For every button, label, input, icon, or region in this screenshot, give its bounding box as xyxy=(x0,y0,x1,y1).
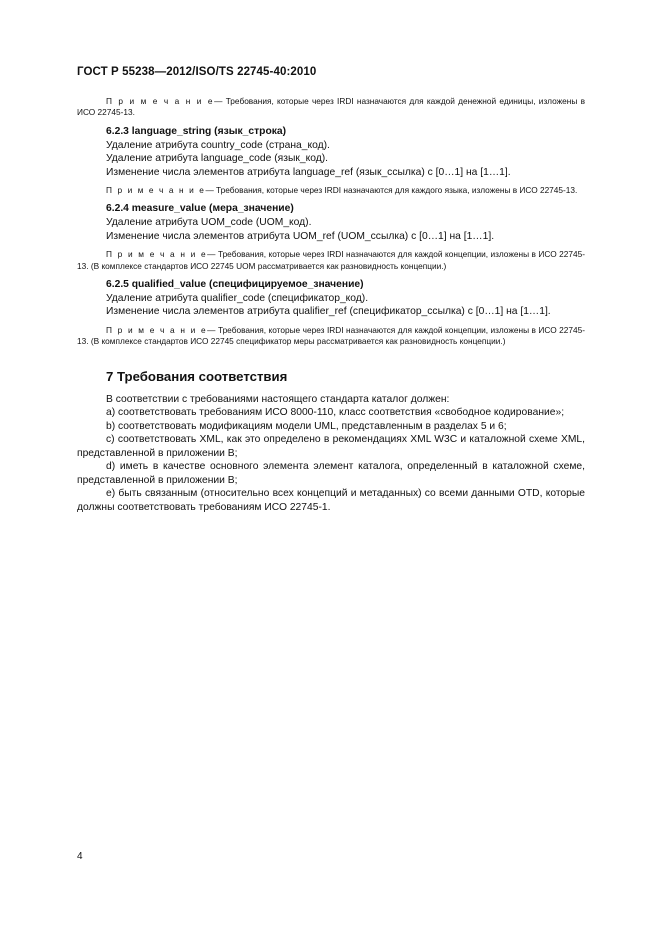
note xyxy=(77,185,585,196)
text-line: Удаление атрибута qualifier_code (спецификатор_код). xyxy=(106,292,369,304)
list-item: a) соответствовать требованиям ИСО 8000-110, класс соответствия «свободное кодирование»; xyxy=(106,407,565,419)
text-line: Удаление атрибута country_code (страна_код). xyxy=(106,139,330,151)
subsection-body xyxy=(77,292,585,319)
page-number: 4 xyxy=(77,851,83,862)
subsection-heading: 6.2.4 measure_value (мера_значение) xyxy=(106,203,294,215)
note-label: П р и м е ч а н и е xyxy=(106,96,215,106)
note-text: — Требования, которые через IRDI назначаются для каждого языка, изложены в ИСО 22745-13. xyxy=(205,185,578,196)
note xyxy=(77,325,585,348)
note-label: П р и м е ч а н и е xyxy=(106,249,208,260)
page-header: ГОСТ Р 55238—2012/ISO/TS 22745-40:2010 xyxy=(77,66,317,78)
text-line: Удаление атрибута UOM_code (UOM_код). xyxy=(106,217,312,229)
section-heading: 7 Требования соответствия xyxy=(106,368,288,384)
note xyxy=(77,96,585,119)
list-item: c) соответствовать XML, как это определено в рекомендациях XML W3C и каталожной схеме XML, представленной в приложении B; xyxy=(77,434,585,459)
note-label: П р и м е ч а н и е xyxy=(106,185,206,196)
text-line: Удаление атрибута language_code (язык_код). xyxy=(106,153,329,165)
text-line: Изменение числа элементов атрибута qualifier_ref (спецификатор_ссылка) с [0…1] на [1…1]. xyxy=(106,306,551,318)
note-text: — Требования, которые через IRDI назначаются для каждой концепции, изложены в ИСО 22745-13. (В комплексе стандартов ИСО 22745 спецификатор меры рассматривается как разновидность концепции.) xyxy=(77,324,585,347)
subsection-heading: 6.2.3 language_string (язык_строка) xyxy=(106,125,287,137)
text-line: Изменение числа элементов атрибута UOM_ref (UOM_ссылка) с [0…1] на [1…1]. xyxy=(106,230,495,242)
subsection-body xyxy=(77,216,585,243)
subsection-heading: 6.2.5 qualified_value (специфицируемое_значение) xyxy=(106,278,364,290)
list-item: b) соответствовать модификациям модели UML, представленным в разделах 5 и 6; xyxy=(106,420,507,432)
page-content xyxy=(77,96,585,514)
note xyxy=(77,249,585,272)
note-text: — Требования, которые через IRDI назначаются для каждой денежной единицы, изложены в ИСО 22745-13. xyxy=(77,96,585,118)
subsection-body xyxy=(77,139,585,180)
note-text: — Требования, которые через IRDI назначаются для каждой концепции, изложены в ИСО 22745-13. (В комплексе стандартов ИСО 22745 UOM рассматривается как разновидность концепции.) xyxy=(77,249,585,271)
section-intro: В соответствии с требованиями настоящего стандарта каталог должен: xyxy=(106,393,450,405)
list-item: d) иметь в качестве основного элемента элемент каталога, определенный в каталожной схеме, представленной в приложении B; xyxy=(77,461,585,486)
list-item: e) быть связанным (относительно всех концепций и метаданных) со всеми данными OTD, которые должны соответствовать требованиям ИСО 22745-1. xyxy=(77,488,585,513)
note-label: П р и м е ч а н и е xyxy=(106,324,208,335)
text-line: Изменение числа элементов атрибута language_ref (язык_ссылка) с [0…1] на [1…1]. xyxy=(106,166,511,178)
